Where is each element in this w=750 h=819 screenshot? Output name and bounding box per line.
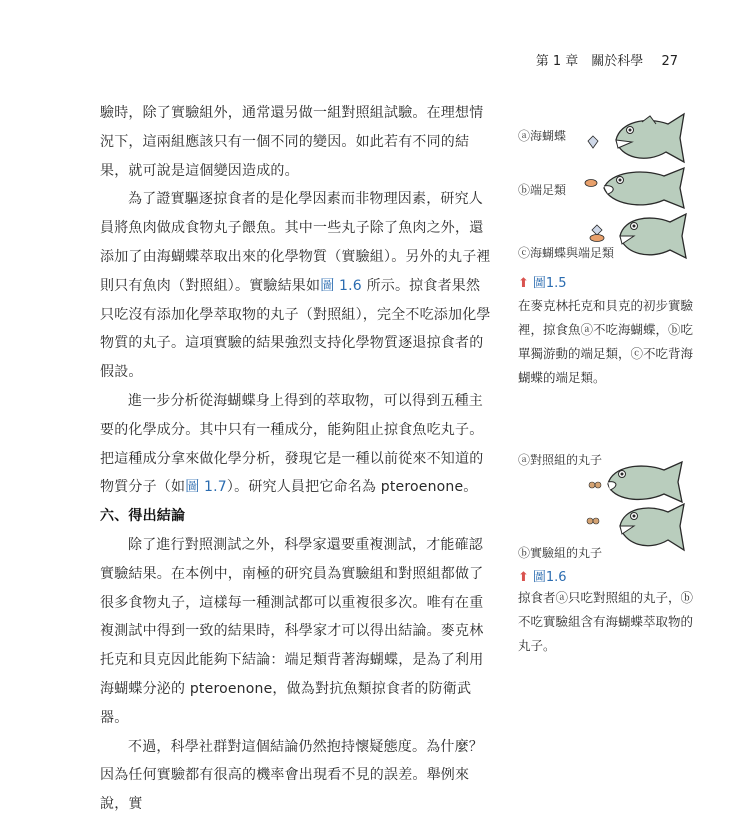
section-title: 六、得出結論 bbox=[100, 508, 186, 525]
predator-fish-icon bbox=[612, 210, 688, 262]
fig-1-6-label-b: ⓑ實驗組的丸子 bbox=[518, 546, 603, 560]
fig-1-5-label-a: ⓐ海蝴蝶 bbox=[518, 129, 567, 143]
fig-1-6-label-a: ⓐ對照組的丸子 bbox=[518, 453, 603, 467]
amphipod-with-sea-butterfly-icon bbox=[588, 224, 606, 244]
figure-ref-1-7[interactable]: 圖 1.7 bbox=[185, 479, 227, 496]
up-arrow-icon: ⬆ bbox=[518, 570, 529, 585]
fig-1-5-caption: 在麥克林托克和貝克的初步實驗裡，掠食魚ⓐ不吃海蝴蝶，ⓑ吃單獨游動的端足類，ⓒ不吃背海蝴蝶的端足類。 bbox=[518, 298, 694, 385]
predator-fish-icon bbox=[606, 112, 686, 167]
predator-fish-icon bbox=[612, 500, 686, 554]
amphipod-icon bbox=[584, 178, 598, 188]
sea-butterfly-icon bbox=[586, 134, 600, 150]
experimental-pellet-icon bbox=[586, 516, 600, 526]
paragraph-4: 除了進行對照測試之外，科學家還要重複測試，才能確認實驗結果。在本例中，南極的研究員為實驗組和對照組都做了很多食物丸子，這樣每一種測試都可以重複很多次。唯有在重複測試中得到一致的結果時，科學家才可以得出結論。麥克林托克和貝克因此能夠下結論：端足類背著海蝴蝶，是為了利用海蝴蝶分泌的 pteroenone，做為對抗魚類掠食者的防衛武器。 bbox=[100, 536, 484, 726]
control-pellet-icon bbox=[588, 480, 602, 490]
fig-1-5-title: ⬆ 圖1.5 bbox=[518, 276, 567, 291]
chapter-title: 第 1 章 關於科學 bbox=[535, 54, 644, 69]
paragraph-3: 進一步分析從海蝴蝶身上得到的萃取物，可以得到五種主要的化學成分。其中只有一種成分，能夠阻止掠食魚吃丸子。把這種成分拿來做化學分析，發現它是一種以前從來不知道的物質分子（如圖 1.7）。研究人員把它命名為 pteroenone。 bbox=[100, 392, 484, 496]
figure-ref-1-6[interactable]: 圖 1.6 bbox=[320, 277, 362, 294]
paragraph-1: 驗時，除了實驗組外，通常還另做一組對照組試驗。在理想情況下，這兩組應該只有一個不同的變因。如此若有不同的結果，就可說是這個變因造成的。 bbox=[100, 105, 484, 179]
fig-1-5-label-c: ⓒ海蝴蝶與端足類 bbox=[518, 246, 615, 260]
fig-1-5-label-b: ⓑ端足類 bbox=[518, 183, 567, 197]
paragraph-2: 為了證實驅逐掠食者的是化學因素而非物理因素，研究人員將魚肉做成食物丸子餵魚。其中一些丸子除了魚肉之外，還添加了由海蝴蝶萃取出來的化學物質（實驗組）。另外的丸子裡則只有魚肉（對照組）。實驗結果如圖 1.6 所示。掠食者果然只吃沒有添加化學萃取物的丸子（對照組），完全不吃添加化學物質的丸子。這項實驗的結果強烈支持化學物質逐退掠食者的假設。 bbox=[100, 191, 491, 381]
fig-1-6-title: ⬆ 圖1.6 bbox=[518, 570, 567, 585]
predator-fish-icon bbox=[598, 164, 686, 212]
up-arrow-icon: ⬆ bbox=[518, 276, 529, 291]
paragraph-5: 不過，科學社群對這個結論仍然抱持懷疑態度。為什麼？因為任何實驗都有很高的機率會出現看不見的誤差。舉例來說，實 bbox=[100, 738, 483, 813]
page-header bbox=[536, 50, 678, 69]
main-text bbox=[100, 99, 492, 819]
fig-1-6-caption: 掠食者ⓐ只吃對照組的丸子，ⓑ不吃實驗組含有海蝴蝶萃取物的丸子。 bbox=[518, 590, 694, 653]
predator-fish-icon bbox=[600, 458, 684, 506]
page-number: 27 bbox=[661, 54, 678, 69]
